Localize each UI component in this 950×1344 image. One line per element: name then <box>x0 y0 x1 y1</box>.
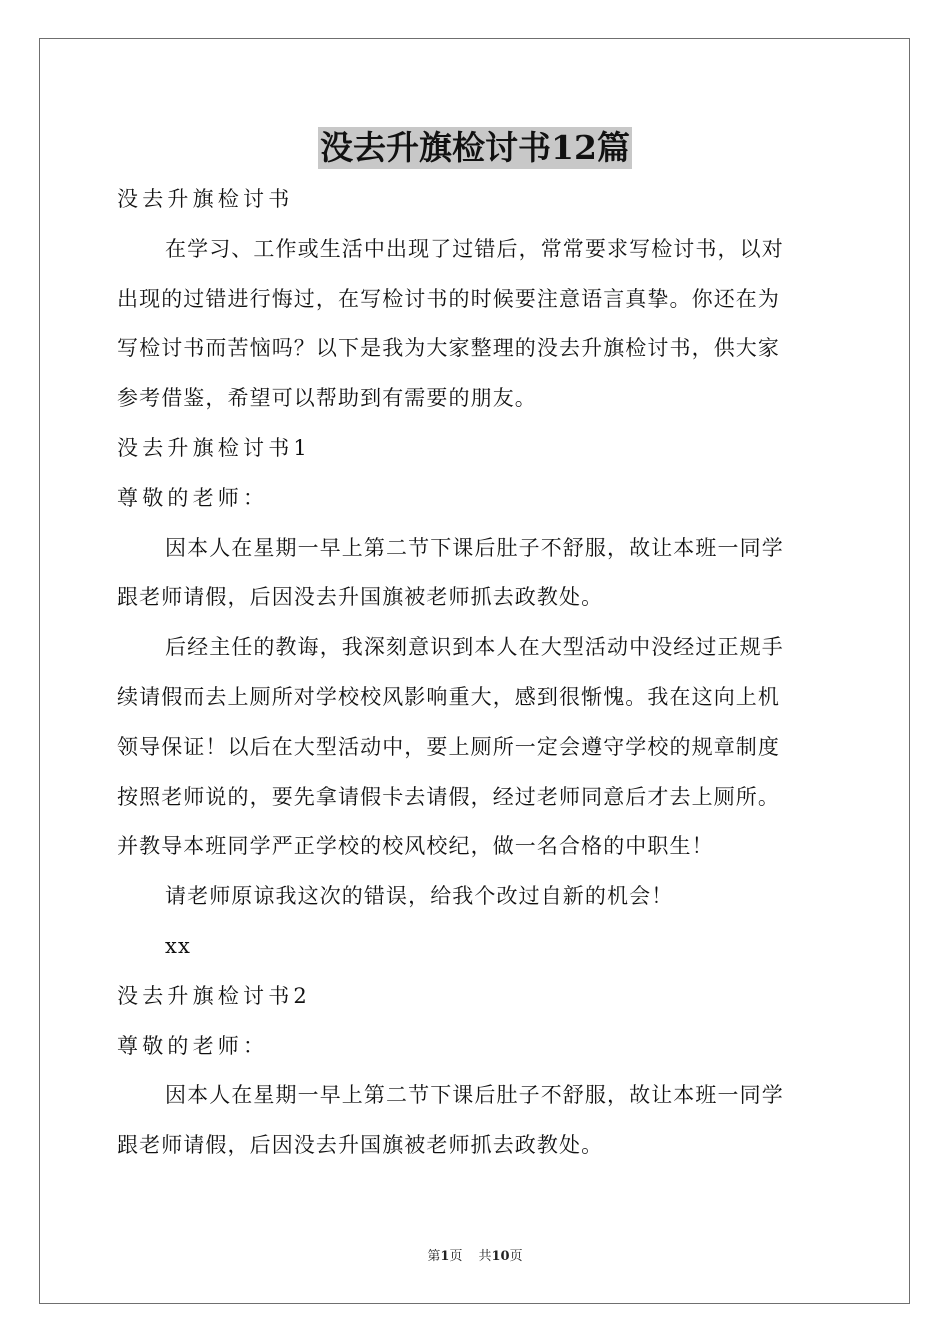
page-footer <box>0 1248 950 1266</box>
total-label-suffix: 页 <box>509 1249 523 1264</box>
paragraph-line: 没去升旗检讨书2 <box>117 983 311 1008</box>
paragraph-line: 因本人在星期一早上第二节下课后肚子不舒服，故让本班一同学 <box>165 1083 784 1108</box>
paragraph-line: 在学习、工作或生活中出现了过错后，常常要求写检讨书，以对 <box>165 236 784 261</box>
paragraph-line: 续请假而去上厕所对学校校风影响重大，感到很惭愧。我在这向上机 <box>117 684 780 709</box>
paragraph-line: xx <box>165 933 191 958</box>
title-block <box>0 127 950 169</box>
paragraph-line: 跟老师请假，后因没去升国旗被老师抓去政教处。 <box>117 585 604 610</box>
paragraph-line: 尊敬的老师： <box>117 485 269 510</box>
total-label-prefix: 共 <box>478 1249 492 1264</box>
paragraph-line: 请老师原谅我这次的错误，给我个改过自新的机会！ <box>165 884 674 909</box>
paragraph-line: 参考借鉴，希望可以帮助到有需要的朋友。 <box>117 386 537 411</box>
paragraph-line: 跟老师请假，后因没去升国旗被老师抓去政教处。 <box>117 1133 604 1158</box>
page-number: 1 <box>440 1249 450 1264</box>
paragraph-line: 后经主任的教诲，我深刻意识到本人在大型活动中没经过正规手 <box>165 635 784 660</box>
document-title: 没去升旗检讨书12篇 <box>320 128 630 167</box>
paragraph-line: 出现的过错进行悔过，在写检讨书的时候要注意语言真挚。你还在为 <box>117 286 780 311</box>
total-pages: 10 <box>491 1249 510 1264</box>
paragraph-line: 按照老师说的，要先拿请假卡去请假，经过老师同意后才去上厕所。 <box>117 784 780 809</box>
paragraph-line: 并教导本班同学严正学校的校风校纪，做一名合格的中职生！ <box>117 834 714 859</box>
paragraph-line: 没去升旗检讨书 <box>117 187 294 211</box>
paragraph-line: 尊敬的老师： <box>117 1033 269 1058</box>
paragraph-line: 没去升旗检讨书1 <box>117 435 311 460</box>
page-label-suffix: 页 <box>449 1249 463 1264</box>
paragraph-line: 写检讨书而苦恼吗？以下是我为大家整理的没去升旗检讨书，供大家 <box>117 336 780 361</box>
paragraph-line: 领导保证！以后在大型活动中，要上厕所一定会遵守学校的规章制度 <box>117 734 780 759</box>
document-body <box>117 175 833 1171</box>
page-label-prefix: 第 <box>427 1249 441 1264</box>
paragraph-line: 因本人在星期一早上第二节下课后肚子不舒服，故让本班一同学 <box>165 535 784 560</box>
